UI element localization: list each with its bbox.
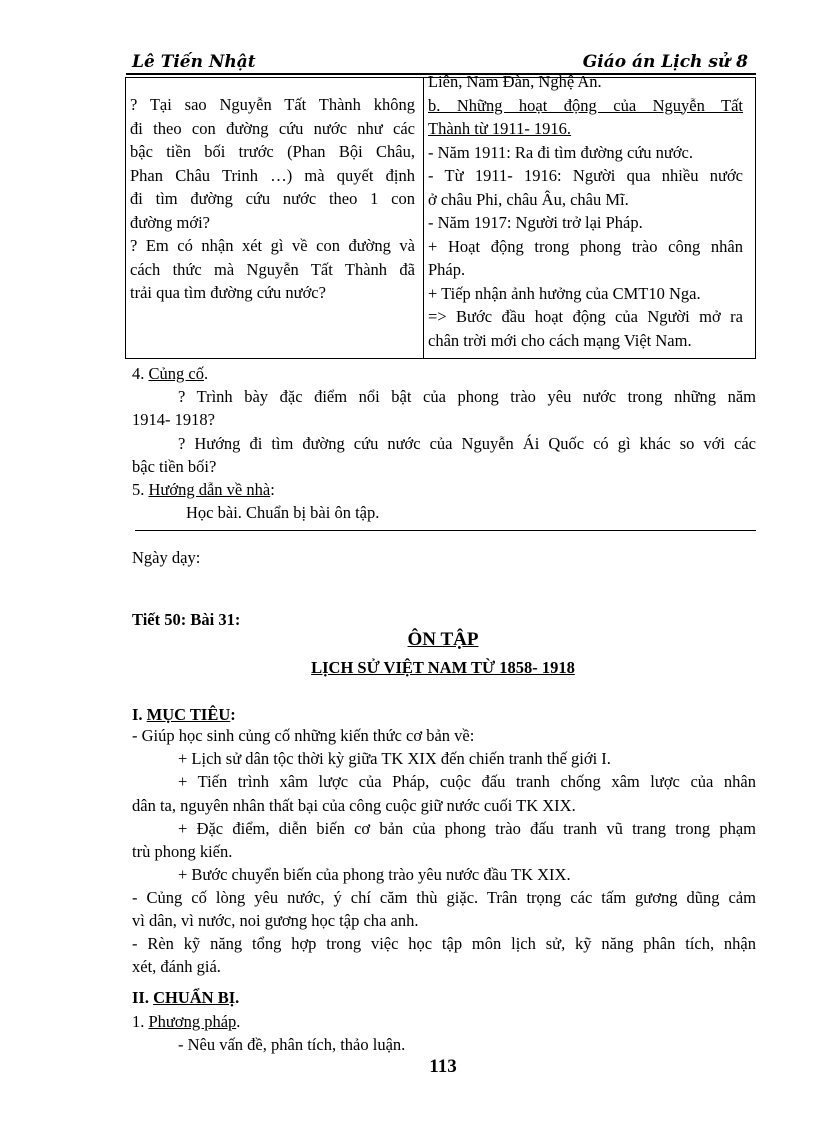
right-line: - Năm 1911: Ra đi tìm đường cứu nước. (428, 142, 694, 162)
lesson-number: Tiết 50: Bài 31: (132, 610, 241, 629)
left-line: đi theo con đường cứu nước như các (130, 118, 415, 138)
right-line: - Năm 1917: Người trở lại Pháp. (428, 213, 643, 232)
objective-item: + Bước chuyển biến của phong trào yêu nước đầu TK XIX. (178, 865, 571, 884)
right-line: => Bước đầu hoạt động của Người mở ra (428, 307, 743, 326)
objective-attitude: - Củng cố lòng yêu nước, ý chí căm thù giặc. Trân trọng các tấm gương dũng cảm (132, 888, 756, 907)
right-line: Pháp. (428, 260, 466, 279)
page-number: 113 (429, 1056, 457, 1077)
right-line: + Hoạt động trong phong trào công nhân (428, 236, 743, 256)
left-line: Phan Châu Trinh …) mà quyết định (130, 165, 415, 185)
objective-item: + Đặc điểm, diễn biến cơ bản của phong trào đấu tranh vũ trang trong phạm (178, 819, 756, 838)
objective-item: + Lịch sử dân tộc thời kỳ giữa TK XIX đến chiến tranh thế giới I. (178, 749, 611, 768)
part-1-heading: I. MỤC TIÊU: (132, 705, 236, 724)
section-4-question-1: ? Trình bày đặc điểm nổi bật của phong trào yêu nước trong những năm (178, 387, 756, 406)
objective-skills-cont: xét, đánh giá. (132, 957, 221, 976)
objective-attitude-cont: vì dân, vì nước, noi gương học tập cha anh. (132, 911, 419, 930)
right-line: ở châu Phi, châu Âu, châu Mĩ. (428, 189, 629, 209)
left-line: trải qua tìm đường cứu nước? (130, 283, 326, 302)
table-left-cell (130, 93, 415, 305)
section-5-heading: 5. Hướng dẫn về nhà: (132, 480, 275, 499)
left-line: đi tìm đường cứu nước theo 1 con (130, 189, 415, 208)
objectives-intro: - Giúp học sinh củng cố những kiến thức cơ bản về: (132, 726, 475, 745)
left-line: đường mới? (130, 212, 211, 232)
lesson-title: ÔN TẬP (407, 629, 479, 650)
lesson-separator (135, 530, 756, 531)
lesson-subtitle: LỊCH SỬ VIỆT NAM TỪ 1858- 1918 (311, 658, 575, 677)
method-heading: 1. Phương pháp. (132, 1012, 241, 1031)
method-item: - Nêu vấn đề, phân tích, thảo luận. (178, 1035, 406, 1054)
table-right-cell (428, 70, 743, 352)
date-label: Ngày dạy: (132, 548, 201, 567)
section-4-question-1-cont: 1914- 1918? (132, 410, 215, 429)
left-line: bậc tiền bối trước (Phan Bội Châu, (130, 142, 415, 161)
section-4-question-2-cont: bậc tiền bối? (132, 457, 217, 476)
left-line: cách thức mà Nguyễn Tất Thành đã (130, 259, 415, 279)
right-line: chân trời mới cho cách mạng Việt Nam. (428, 330, 692, 350)
table-column-divider (423, 77, 424, 359)
left-line: ? Tại sao Nguyễn Tất Thành không (130, 95, 415, 114)
right-line: + Tiếp nhận ảnh hưởng của CMT10 Nga. (428, 283, 701, 303)
objective-item-cont: dân ta, nguyên nhân thất bại của công cuộc giữ nước cuối TK XIX. (132, 796, 576, 815)
section-4-question-2: ? Hướng đi tìm đường cứu nước của Nguyễn Ái Quốc có gì khác so với các (178, 434, 756, 453)
right-subheading: Thành từ 1911- 1916. (428, 119, 572, 138)
right-subheading: b. Những hoạt động của Nguyễn Tất (428, 95, 743, 115)
objective-skills: - Rèn kỹ năng tổng hợp trong việc học tập môn lịch sử, kỹ năng phân tích, nhận (132, 934, 756, 953)
objective-item: + Tiến trình xâm lược của Pháp, cuộc đấu tranh chống xâm lược của nhân (178, 772, 756, 791)
right-line: - Từ 1911- 1916: Người qua nhiều nước (428, 166, 743, 185)
section-4-heading: 4. Củng cố. (132, 364, 209, 383)
homework-text: Học bài. Chuẩn bị bài ôn tập. (186, 503, 380, 522)
header-subject: Giáo án Lịch sử 8 (582, 52, 748, 72)
right-line: Liên, Nam Đàn, Nghệ An. (428, 72, 602, 91)
header-author: Lê Tiến Nhật (132, 52, 256, 72)
left-line: ? Em có nhận xét gì về con đường và (130, 236, 415, 255)
part-2-heading: II. CHUẨN BỊ. (132, 988, 240, 1007)
objective-item-cont: trù phong kiến. (132, 842, 233, 861)
